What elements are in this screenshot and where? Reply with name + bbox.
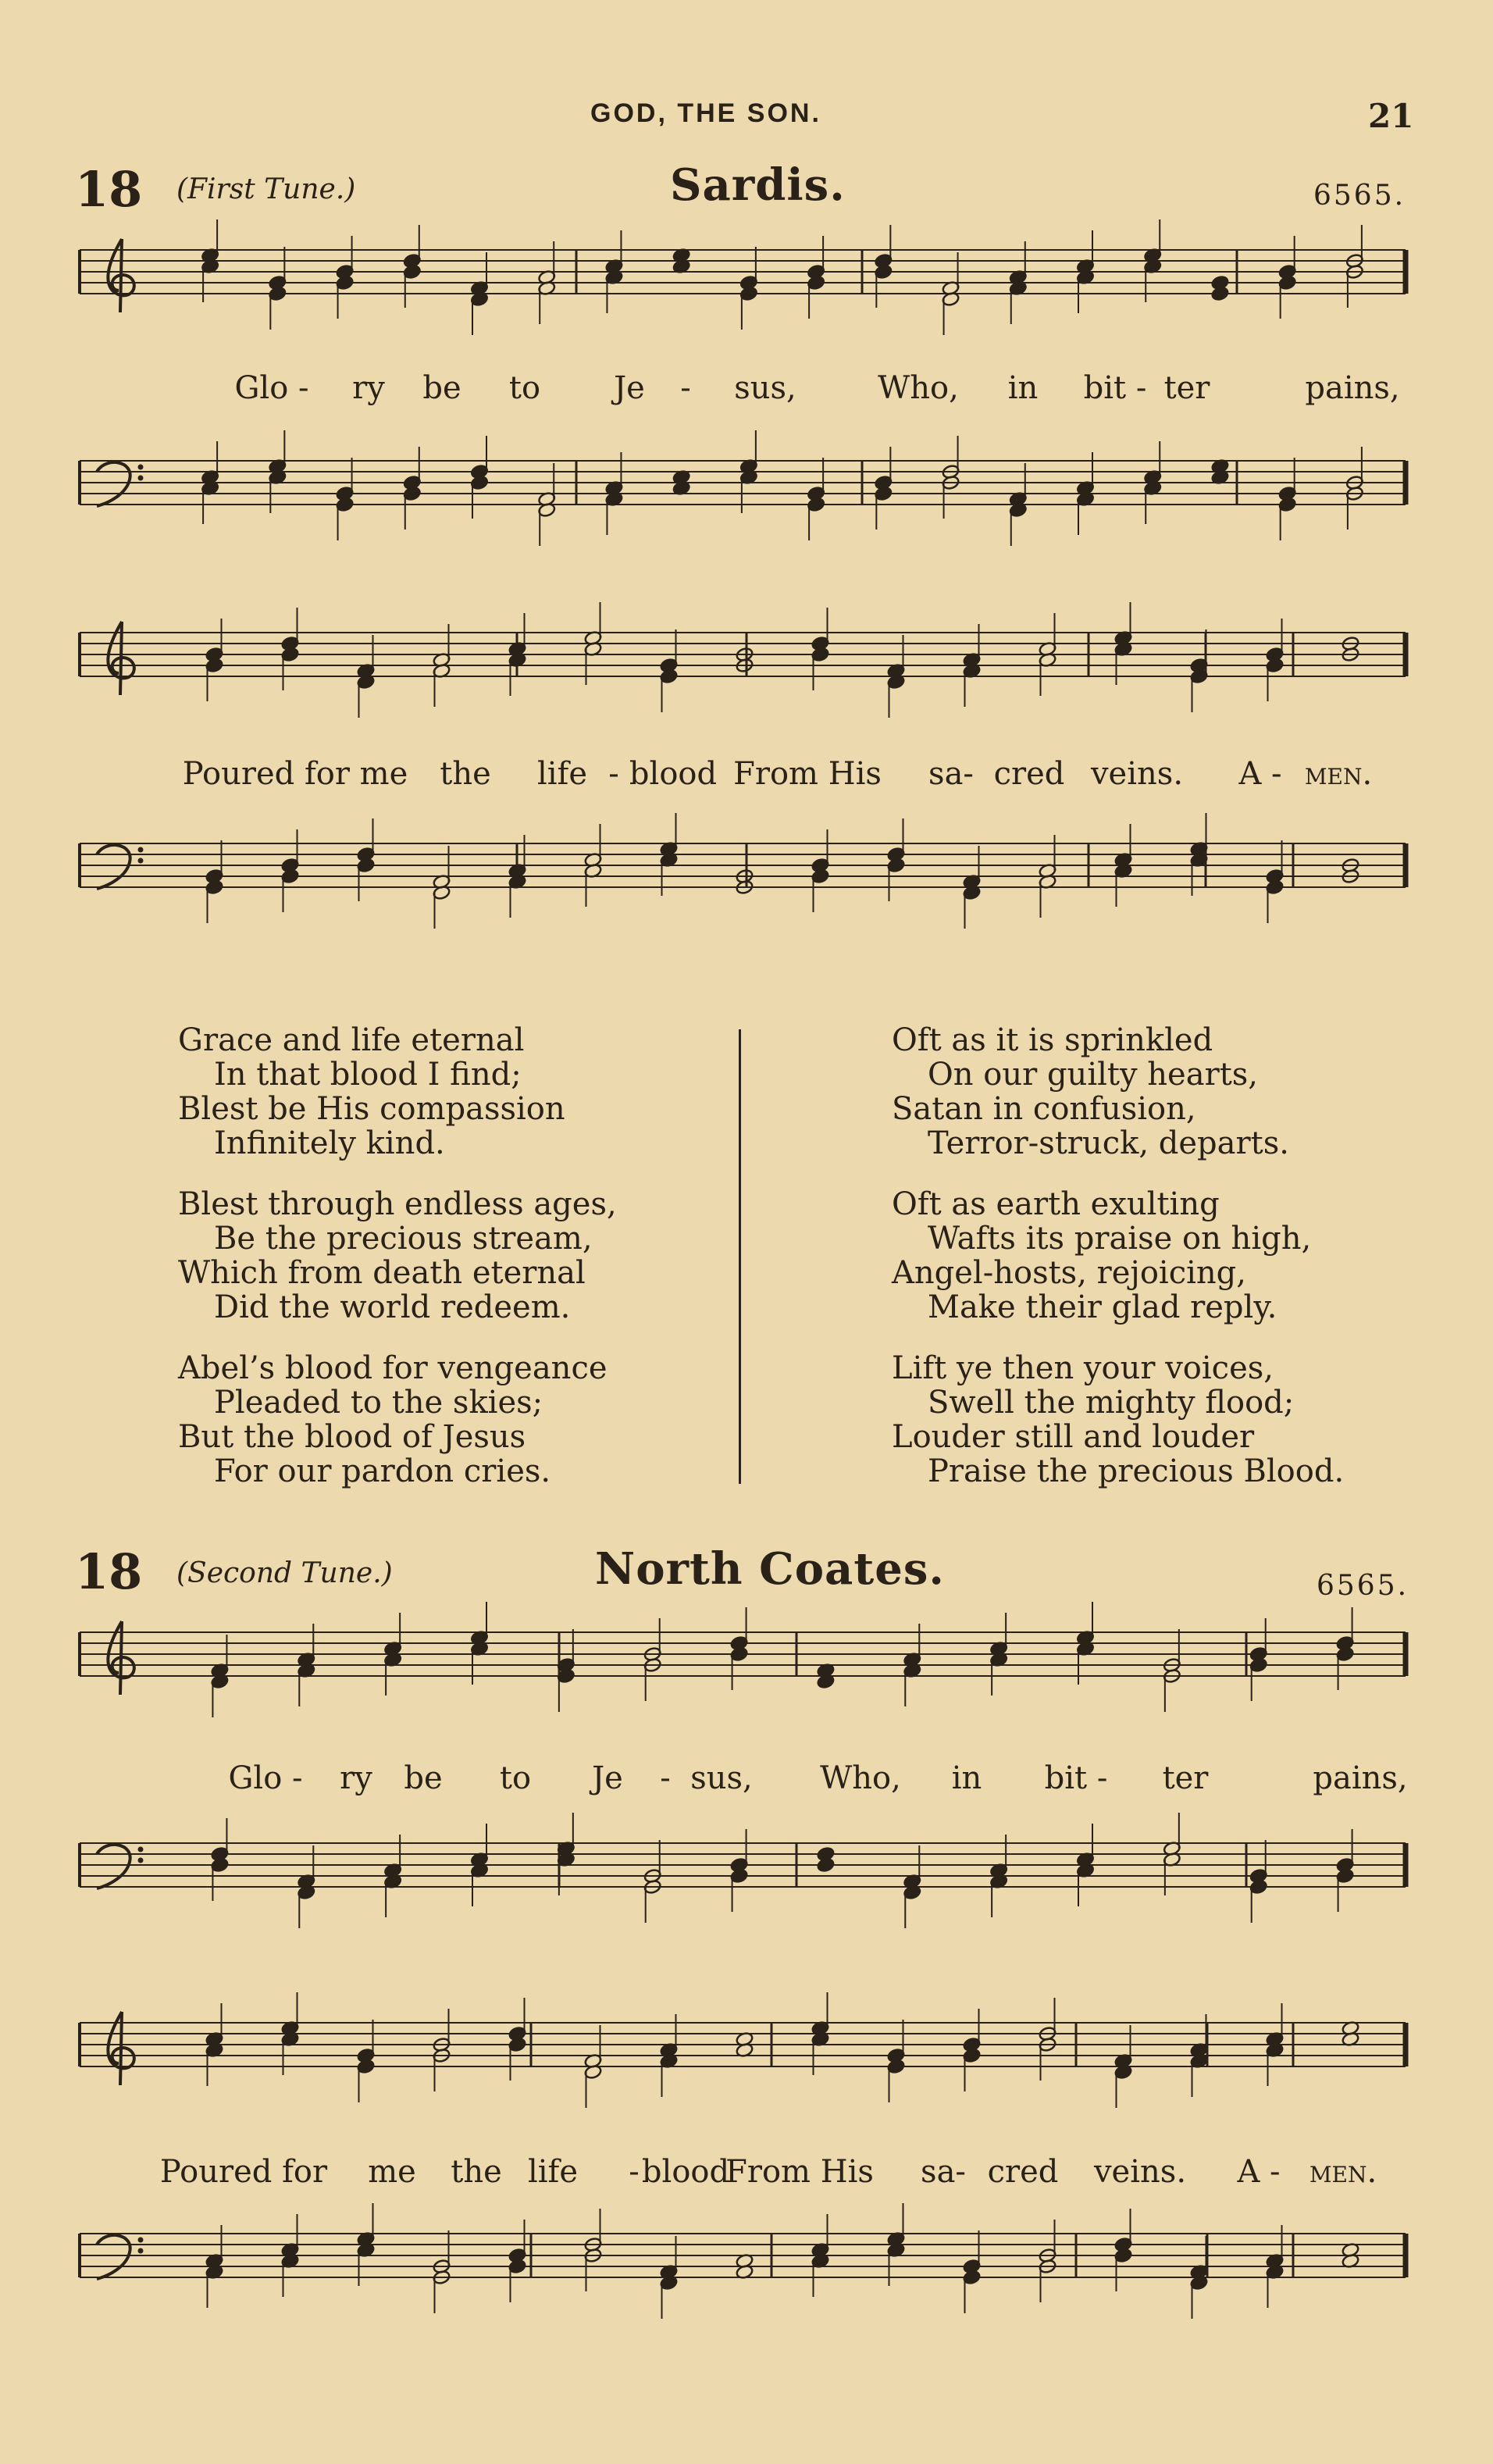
verse-line: Louder still and louder [892, 1419, 1255, 1455]
stanza [892, 1023, 1344, 1161]
lyric-word: Glo - [228, 1760, 303, 1796]
lyric-word: men. [1309, 2154, 1377, 2190]
lyric-word: Je [592, 1760, 623, 1796]
lyric-word: bit - [1083, 370, 1147, 406]
lyrics-line [0, 370, 1493, 409]
lyric-word: - [629, 2154, 640, 2190]
lyric-word: pains, [1313, 1760, 1408, 1796]
lyrics-line [0, 1760, 1493, 1799]
verse-line: Did the world redeem. [214, 1289, 571, 1325]
lyrics-line [0, 756, 1493, 795]
verse-line: On our guilty hearts, [928, 1057, 1259, 1093]
lyric-word: veins. [1090, 756, 1184, 792]
lyric-word: pains, [1305, 370, 1400, 406]
lyric-word: - [660, 1760, 671, 1796]
page-number: 21 [1368, 97, 1414, 135]
lyric-word: to [508, 370, 541, 406]
lyric-word: Poured for [159, 2154, 328, 2190]
tune-name: Sardis. [670, 159, 846, 211]
lyric-word: in [1007, 370, 1039, 406]
verse-line: Grace and life eternal [178, 1022, 525, 1058]
lyric-word: the [451, 2154, 502, 2190]
lyric-word: ter [1162, 1760, 1209, 1796]
lyric-word: - [680, 370, 691, 406]
bass-clef-icon [97, 2235, 130, 2279]
bass-clef-dot [138, 847, 144, 853]
hymn-number: 18 [75, 1543, 143, 1600]
tune-label: (Second Tune.) [176, 1557, 393, 1589]
bass-clef-dot [138, 1858, 144, 1863]
lyric-word: Who, [878, 370, 959, 406]
lyric-word: sa- [921, 2154, 966, 2190]
lyric-word: cred [993, 756, 1065, 792]
lyric-word: men. [1304, 756, 1373, 792]
verse-line: Infinitely kind. [214, 1125, 445, 1161]
lyric-word: me [368, 2154, 416, 2190]
lyric-word: - [608, 756, 619, 792]
lyric-word: A - [1237, 2154, 1281, 2190]
lyric-word: be [422, 370, 461, 406]
lyric-word: life [536, 756, 588, 792]
verse-line: Praise the precious Blood. [928, 1453, 1345, 1489]
lyric-word: be [404, 1760, 443, 1796]
lyric-word: Poured for me [182, 756, 408, 792]
verse-line: Pleaded to the skies; [214, 1385, 543, 1421]
running-header: GOD, THE SON. [590, 98, 821, 128]
lyric-word: ter [1163, 370, 1210, 406]
lyric-word: veins. [1093, 2154, 1187, 2190]
lyric-word: A - [1238, 756, 1282, 792]
tune-name: North Coates. [595, 1543, 945, 1595]
verse-line: Abel’s blood for vengeance [178, 1350, 608, 1386]
bass-clef-dot [138, 2248, 144, 2254]
verse-line: But the blood of Jesus [178, 1419, 526, 1455]
lyric-word: From His [725, 2154, 874, 2190]
bass-clef-icon [97, 1845, 130, 1888]
bass-clef-dot [138, 465, 144, 470]
column-divider [739, 1029, 741, 1484]
verse-line: Make their glad reply. [928, 1289, 1277, 1325]
stanza [892, 1187, 1344, 1325]
lyric-word: bit - [1044, 1760, 1108, 1796]
verse-line: Blest be His compassion [178, 1091, 565, 1127]
note-head [1211, 286, 1230, 301]
lyric-word: sa- [928, 756, 974, 792]
lyric-word: sus, [690, 1760, 753, 1796]
meter: 6565. [1313, 180, 1406, 212]
verse-line: Blest through endless ages, [178, 1186, 617, 1222]
lyric-word: From His [733, 756, 882, 792]
verse-line: For our pardon cries. [214, 1453, 551, 1489]
bass-clef-icon [97, 845, 130, 889]
hymn-number: 18 [75, 161, 143, 218]
verses-left-column [178, 1023, 617, 1515]
verse-line: Lift ye then your voices, [892, 1350, 1274, 1386]
meter: 6565. [1317, 1570, 1409, 1602]
verse-line: Which from death eternal [178, 1255, 586, 1291]
bass-clef-dot [138, 2238, 144, 2243]
stanza [178, 1023, 617, 1161]
lyric-word: blood [629, 756, 718, 792]
verse-line: Swell the mighty flood; [928, 1385, 1295, 1421]
lyric-word: in [951, 1760, 982, 1796]
lyric-word: Glo - [234, 370, 309, 406]
lyric-word: cred [987, 2154, 1059, 2190]
bass-clef-icon [97, 462, 130, 506]
bass-clef-dot [138, 476, 144, 481]
bass-clef-dot [138, 858, 144, 864]
lyric-word: to [499, 1760, 532, 1796]
lyrics-line [0, 2154, 1493, 2193]
lyric-word: blood [641, 2154, 730, 2190]
verse-line: In that blood I find; [214, 1057, 522, 1093]
lyric-word: Je [614, 370, 645, 406]
lyric-word: life [527, 2154, 579, 2190]
bass-clef-dot [138, 1847, 144, 1852]
tune-label: (First Tune.) [176, 173, 356, 205]
verse-line: Terror-struck, departs. [928, 1125, 1289, 1161]
note-head [817, 1857, 836, 1873]
lyric-word: ry [352, 370, 385, 406]
lyric-word: ry [340, 1760, 372, 1796]
lyric-word: the [440, 756, 491, 792]
lyric-word: sus, [734, 370, 796, 406]
stanza [178, 1187, 617, 1325]
lyric-word: Who, [820, 1760, 901, 1796]
verse-line: Satan in confusion, [892, 1091, 1196, 1127]
verse-line: Wafts its praise on high, [928, 1221, 1312, 1257]
stanza [178, 1351, 617, 1489]
verse-line: Be the precious stream, [214, 1221, 593, 1257]
verse-line: Oft as earth exulting [892, 1186, 1220, 1222]
verse-line: Oft as it is sprinkled [892, 1022, 1213, 1058]
verses-right-column [892, 1023, 1344, 1515]
stanza [892, 1351, 1344, 1489]
verse-line: Angel-hosts, rejoicing, [892, 1255, 1246, 1291]
